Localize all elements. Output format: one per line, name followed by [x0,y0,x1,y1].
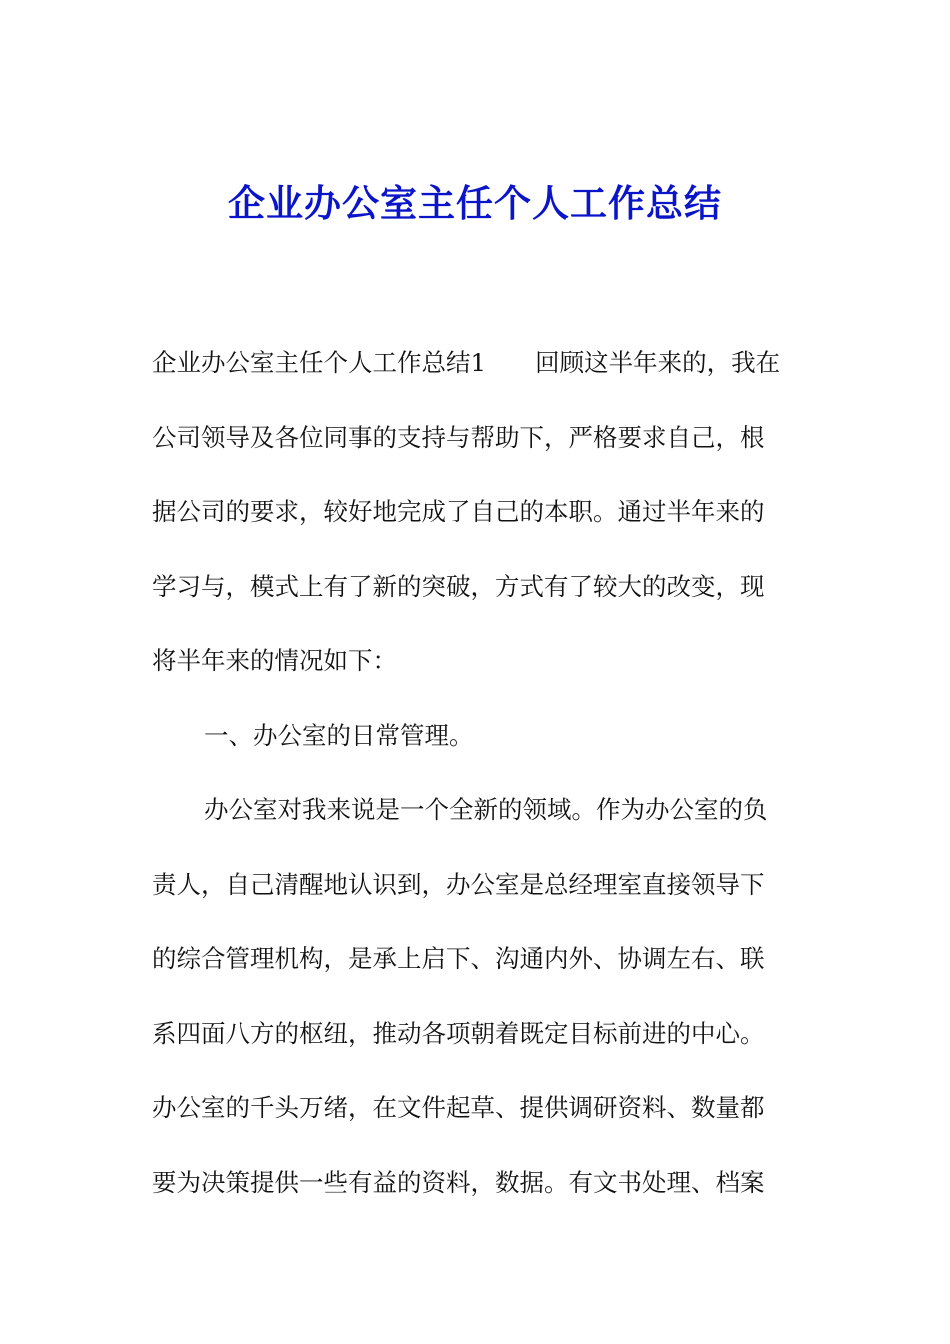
body-line: 公司领导及各位同事的支持与帮助下，严格要求自己，根 [152,422,765,452]
body-line: 要为决策提供一些有益的资料，数据。有文书处理、档案 [152,1167,765,1197]
body-line: 学习与，模式上有了新的突破，方式有了较大的改变，现 [152,571,765,601]
body-line: 系四面八方的枢纽，推动各项朝着既定目标前进的中心。 [152,1018,765,1048]
body-line: 责人，自己清醒地认识到，办公室是总经理室直接领导下 [152,869,765,899]
body-line: 企业办公室主任个人工作总结1 回顾这半年来的，我在 [152,348,781,377]
section-heading: 一、办公室的日常管理。 [204,720,474,750]
document-title: 企业办公室主任个人工作总结 [228,181,722,225]
body-line: 的综合管理机构，是承上启下、沟通内外、协调左右、联 [152,944,765,973]
body-line: 据公司的要求，较好地完成了自己的本职。通过半年来的 [152,497,765,526]
document-body [152,326,802,1220]
body-line: 将半年来的情况如下： [152,646,397,675]
body-line: 办公室对我来说是一个全新的领域。作为办公室的负 [204,795,768,824]
body-line: 办公室的千头万绪，在文件起草、提供调研资料、数量都 [152,1093,765,1122]
